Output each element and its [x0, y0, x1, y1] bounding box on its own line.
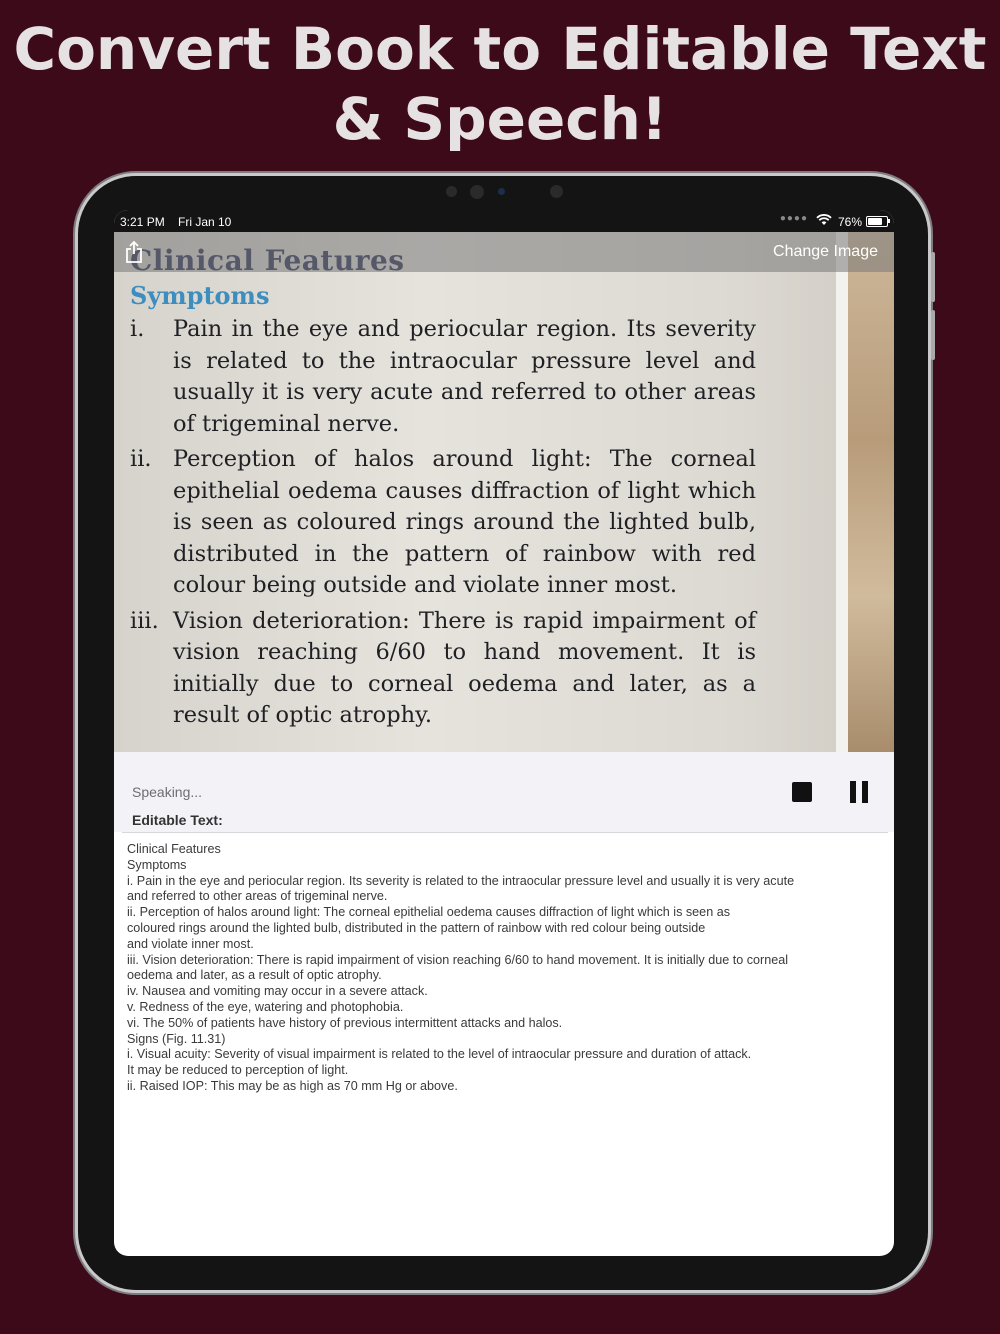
promo-headline [0, 14, 1000, 154]
status-date: Fri Jan 10 [178, 215, 232, 229]
text-line: Signs (Fig. 11.31) [127, 1031, 226, 1046]
text-line: Symptoms [127, 857, 187, 872]
text-line: oedema and later, as a result of optic atrophy. [127, 968, 382, 983]
marble-surface [848, 232, 894, 752]
text-line: ii. Raised IOP: This may be as high as 70 mm Hg or above. [127, 1078, 458, 1093]
stop-button[interactable] [792, 782, 812, 802]
headline-line-1: Convert Book to Editable Text [13, 15, 987, 83]
book-item-text: Perception of halos around light: The corneal epithelial oedema causes diffraction of light which is seen as coloured rings around the lighted bulb, distributed in the pattern of rainbow with red colour being outside and violate inner most. [173, 446, 756, 598]
divider [122, 832, 888, 833]
front-camera [446, 186, 457, 197]
text-line: iv. Nausea and vomiting may occur in a severe attack. [127, 984, 428, 999]
book-page-text [130, 244, 756, 732]
speech-controls [114, 752, 894, 832]
battery-icon [866, 216, 888, 227]
proximity-sensor [550, 185, 563, 198]
pause-button[interactable] [848, 781, 870, 803]
camera-sensor [470, 185, 484, 199]
page-edge [836, 232, 848, 752]
change-image-button[interactable]: Change Image [773, 243, 878, 260]
pause-icon [862, 781, 868, 803]
book-item-number: ii. [130, 446, 152, 472]
share-icon[interactable] [124, 240, 144, 264]
wifi-icon [816, 214, 832, 226]
text-line: vi. The 50% of patients have history of previous intermittent attacks and halos. [127, 1015, 563, 1030]
text-line: ii. Perception of halos around light: The corneal epithelial oedema causes diffraction of light which is seen as [127, 905, 730, 920]
book-item-number: i. [130, 316, 145, 342]
speech-status: Speaking... [132, 784, 203, 800]
book-item [130, 606, 756, 732]
image-toolbar [114, 232, 894, 272]
text-line: and referred to other areas of trigeminal nerve. [127, 889, 388, 904]
book-item-number: iii. [130, 607, 159, 634]
text-line: i. Pain in the eye and periocular region. Its severity is related to the intraocular pressure level and usually it is very acute [127, 873, 795, 888]
camera-lens [498, 188, 505, 195]
status-bar [114, 210, 894, 232]
book-item [130, 314, 756, 440]
screen [114, 210, 894, 1256]
book-item-text: Pain in the eye and periocular region. Its severity is related to the intraocular pressure level and usually it is very acute and referred to other areas of trigeminal nerve. [173, 316, 756, 437]
editable-text-area[interactable] [127, 842, 877, 1242]
battery-percentage: 76% [837, 215, 862, 229]
text-line: Clinical Features [127, 842, 221, 856]
headline-line-2: & Speech! [332, 85, 668, 153]
text-line: iii. Vision deterioration: There is rapid impairment of vision reaching 6/60 to hand movement. It is initially due to corneal [127, 952, 789, 967]
text-line: i. Visual acuity: Severity of visual impairment is related to the level of intraocular pressure and duration of attack. [127, 1047, 752, 1062]
captured-page-image [114, 232, 894, 752]
text-line: coloured rings around the lighted bulb, distributed in the pattern of rainbow with red colour being outside [127, 920, 706, 935]
pause-icon [850, 781, 856, 803]
volume-up-button [931, 252, 935, 302]
text-line: and violate inner most. [127, 936, 254, 951]
volume-down-button [931, 310, 935, 360]
book-subheading: Symptoms [130, 281, 270, 310]
editable-text-label: Editable Text: [132, 812, 223, 828]
status-time: 3:21 PM [120, 215, 165, 229]
book-item [130, 444, 756, 602]
signal-dots-icon: ●●●● [779, 213, 808, 224]
text-line: It may be reduced to perception of light. [127, 1063, 349, 1078]
text-line: v. Redness of the eye, watering and photophobia. [127, 999, 404, 1014]
tablet-frame [78, 176, 928, 1290]
book-item-text: Vision deterioration: There is rapid impairment of vision reaching 6/60 to hand movement. It is initially due to corneal oedema and later, as a result of optic atrophy. [173, 607, 756, 728]
